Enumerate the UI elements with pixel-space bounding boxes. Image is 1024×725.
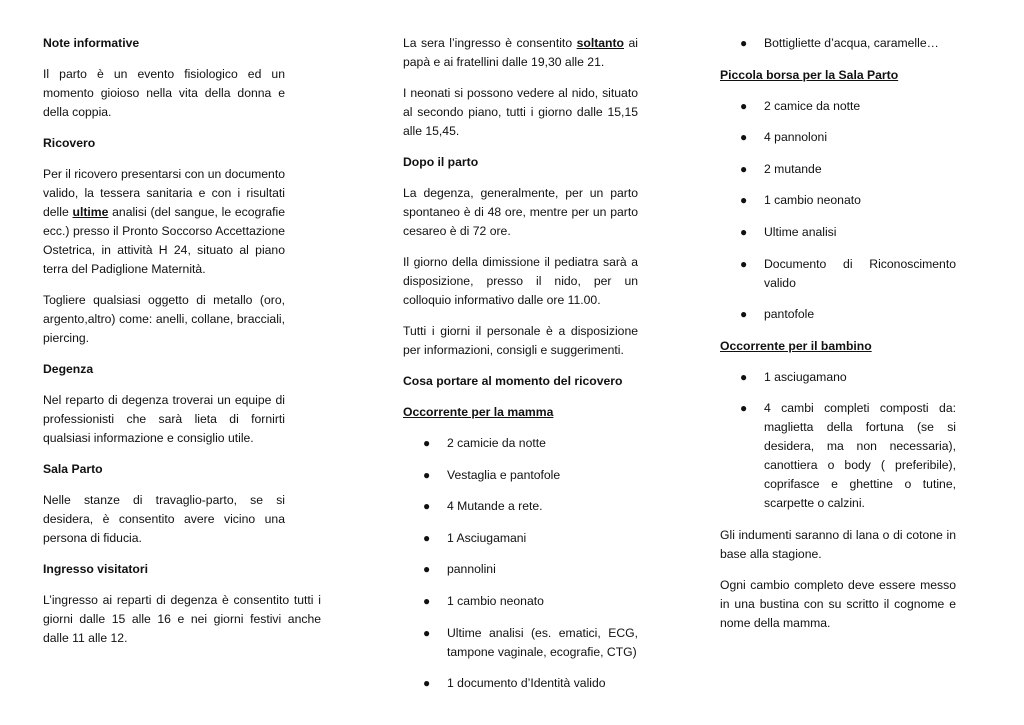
bullet-icon: ● [740, 224, 748, 239]
indumenti-text: Gli indumenti saranno di lana o di cotone in base alla stagione. [720, 527, 956, 561]
bullet-icon: ● [423, 436, 431, 450]
list-item [720, 305, 956, 324]
list-item-text: 2 camicie da notte [447, 436, 546, 450]
list-item-text: Vestaglia e pantofole [447, 467, 561, 482]
list-item [403, 624, 638, 662]
bullet-icon: ● [423, 676, 431, 691]
ricovero-text-a: Per il ricovero presentarsi con un documento valido, la tessera sanitaria e con i risultati delle [43, 167, 285, 219]
note-text: Il parto è un evento fisiologico ed un momento gioioso nella vita della donna e della coppia. [43, 67, 285, 119]
bambino-title: Occorrente per il bambino [720, 338, 872, 353]
bullet-icon: ● [740, 130, 748, 145]
list-item-text: 1 asciugamano [764, 369, 847, 384]
degenza-text: Nel reparto di degenza troverai un equipe di professionisti che sarà lieta di fornirti qualsiasi informazione e consiglio utile. [43, 393, 285, 445]
list-item [403, 529, 638, 548]
list-item-text: Bottigliette d’acqua, caramelle… [764, 36, 939, 50]
column-2 [403, 34, 638, 706]
list-item [720, 97, 956, 116]
list-item [403, 497, 638, 516]
list-item [720, 223, 956, 242]
list-item-text: pannolini [447, 562, 496, 577]
bullet-icon: ● [740, 36, 748, 50]
column-1 [43, 34, 321, 660]
list-item [720, 368, 956, 387]
bullet-icon: ● [423, 530, 431, 545]
list-item-text: 2 camice da notte [764, 98, 861, 113]
list-item-text: 1 documento d’Identità valido [447, 676, 606, 691]
list-item [403, 560, 638, 579]
list-item [720, 128, 956, 147]
dimissione-text: Il giorno della dimissione il pediatra sarà a disposizione, presso il nido, per un colloquio informativo dalle ore 11.00. [403, 255, 638, 307]
dopo-parto-text: La degenza, generalmente, per un parto spontaneo è di 48 ore, mentre per un parto cesareo è di 72 ore. [403, 186, 638, 238]
bullet-icon: ● [740, 401, 748, 416]
bullet-icon: ● [740, 307, 748, 322]
cambio-text: Ogni cambio completo deve essere messo in una bustina con su scritto il cognome e nome della mamma. [720, 577, 956, 630]
list-item-text: 4 cambi completi composti da: maglietta della fortuna (se si desidera, ma non necessaria), canottiera o body ( preferibile), coprifasce e ghettine o tutine, scarpette o calzini. [764, 401, 956, 511]
ricovero-text-b: analisi (del sangue, le ecografie ecc.) presso il Pronto Soccorso Accettazione Ostetrica, in attività H 24, situato al piano terra del Padiglione Maternità. [43, 205, 285, 276]
list-item-text: pantofole [764, 307, 815, 322]
bullet-icon: ● [740, 369, 748, 384]
borsa-list [720, 97, 956, 325]
bullet-icon: ● [740, 193, 748, 208]
dopo-parto-title: Dopo il parto [403, 155, 479, 169]
degenza-title: Degenza [43, 362, 94, 376]
sera-text-a: La sera l’ingresso è consentito [403, 36, 577, 50]
list-item-text: Documento di Riconoscimento valido [764, 256, 956, 290]
bullet-icon: ● [423, 625, 431, 640]
ricovero-emphasis: ultime [72, 205, 109, 219]
list-item [720, 160, 956, 179]
ingresso-title: Ingresso visitatori [43, 562, 148, 576]
list-item-text: 4 pannoloni [764, 130, 828, 145]
list-item [720, 255, 956, 293]
personale-text: Tutti i giorni il personale è a disposizione per informazioni, consigli e suggerimenti. [403, 324, 638, 357]
sera-emphasis: soltanto [576, 36, 625, 50]
list-item [403, 592, 638, 611]
sera-text [403, 34, 638, 72]
list-item-text: 1 cambio neonato [447, 593, 544, 608]
bullet-icon: ● [740, 256, 748, 271]
list-item-text: 4 Mutande a rete. [447, 499, 543, 514]
column-3 [720, 34, 956, 645]
bullet-icon: ● [740, 98, 748, 113]
sera-text-b: ai papà e ai fratellini dalle 19,30 alle 21. [403, 36, 639, 69]
list-item-text: Ultime analisi (es. ematici, ECG, tampone vaginale, ecografie, CTG) [447, 625, 638, 659]
ingresso-text: L’ingresso ai reparti di degenza è consentito tutti i giorni dalle 15 alle 16 e nei giorni festivi anche dalle 11 alle 12. [43, 593, 321, 645]
sala-parto-title: Sala Parto [43, 462, 103, 476]
ricovero-title: Ricovero [43, 136, 96, 150]
bullet-icon: ● [423, 562, 431, 577]
ricovero-text [43, 165, 285, 279]
note-title: Note informative [43, 36, 140, 50]
bullet-icon: ● [423, 467, 431, 482]
list-item [403, 674, 638, 693]
mamma-list [403, 434, 638, 693]
list-item-text: 1 cambio neonato [764, 193, 861, 208]
list-item [403, 434, 638, 453]
portare-title: Cosa portare al momento del ricovero [403, 374, 623, 388]
extra-list [720, 34, 956, 53]
sala-parto-text: Nelle stanze di travaglio-parto, se si desidera, è consentito avere vicino una persona di fiducia. [43, 493, 285, 545]
neonati-text: I neonati si possono vedere al nido, situato al secondo piano, tutti i giorno dalle 15,15 alle 15,45. [403, 86, 638, 138]
bullet-icon: ● [740, 161, 748, 176]
metallo-text: Togliere qualsiasi oggetto di metallo (oro, argento,altro) come: anelli, collane, bracciali, piercing. [43, 293, 285, 345]
bullet-icon: ● [423, 593, 431, 608]
list-item-text: 1 Asciugamani [447, 530, 527, 545]
bullet-icon: ● [423, 499, 431, 514]
list-item-text: Ultime analisi [764, 224, 837, 239]
borsa-title: Piccola borsa per la Sala Parto [720, 67, 899, 82]
list-item [720, 34, 956, 53]
list-item-text: 2 mutande [764, 161, 822, 176]
mamma-title: Occorrente per la mamma [403, 405, 554, 419]
list-item [403, 466, 638, 485]
list-item [720, 399, 956, 513]
bambino-list [720, 368, 956, 514]
list-item [720, 191, 956, 210]
